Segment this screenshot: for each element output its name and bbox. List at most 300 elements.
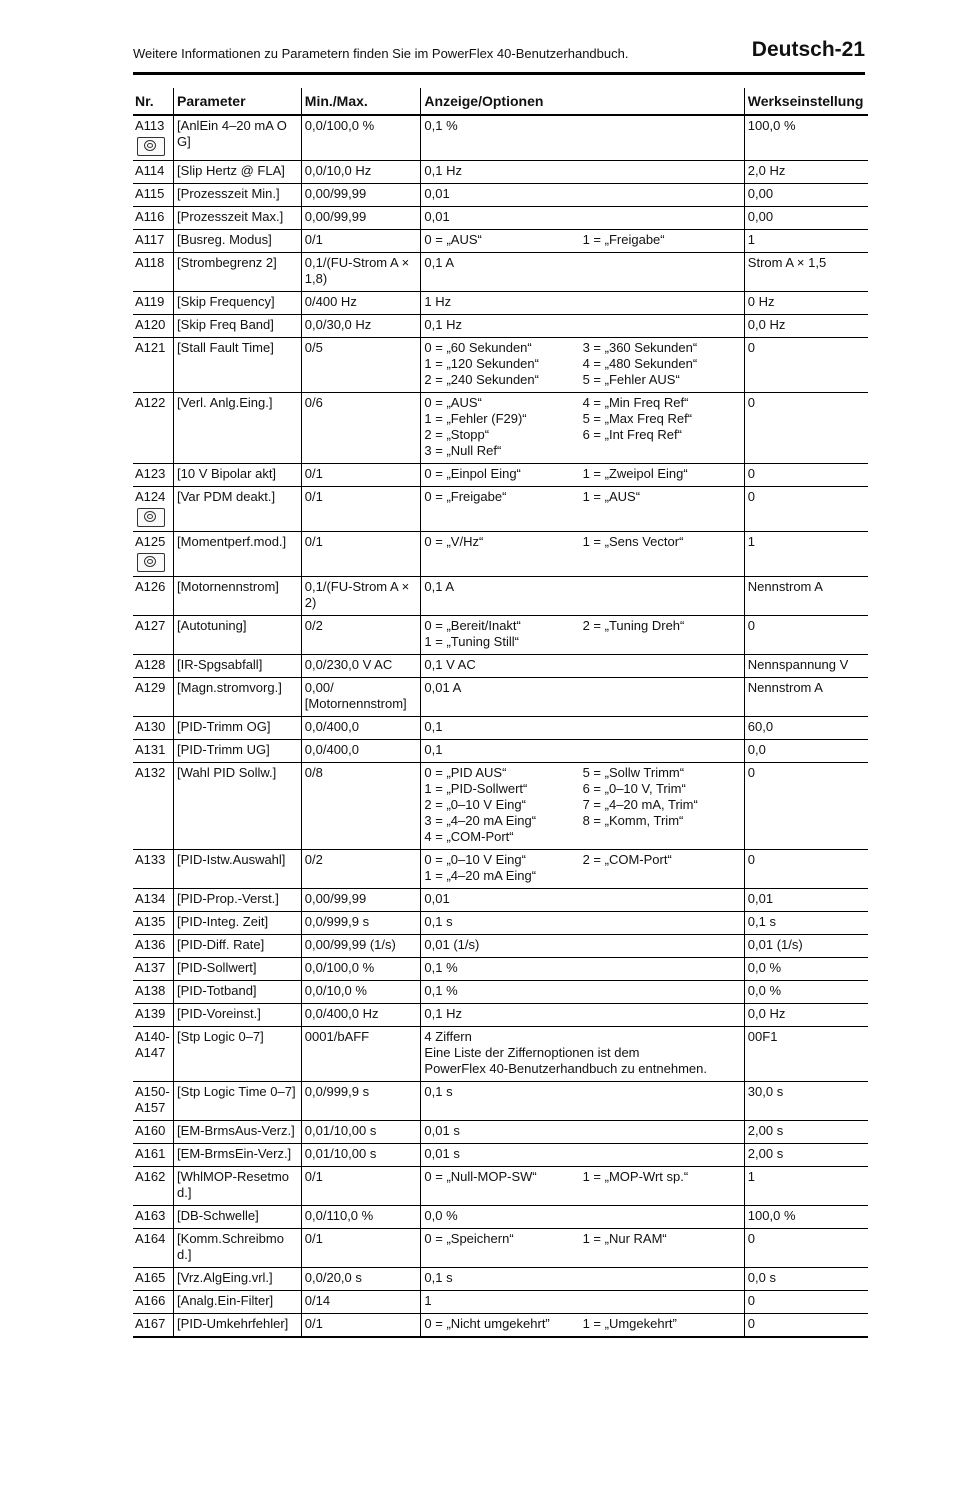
- cell-display-options: [421, 1167, 744, 1206]
- cell-nr: [133, 315, 174, 338]
- cell-default: [744, 981, 868, 1004]
- cell-nr: [133, 912, 174, 935]
- cell-nr: [133, 1206, 174, 1229]
- cell-display-options: [421, 889, 744, 912]
- table-row: [133, 935, 868, 958]
- cell-nr: [133, 1268, 174, 1291]
- parameter-number: A129: [135, 680, 166, 695]
- min-max-value: 0,0/110,0 %: [304, 1208, 374, 1223]
- column-header-display-options: Anzeige/Optionen: [421, 88, 744, 115]
- cell-display-options: [421, 655, 744, 678]
- cell-parameter: [174, 1027, 302, 1082]
- cell-default: [744, 1121, 868, 1144]
- parameter-name: [Komm.Schreibmod.]: [177, 1231, 284, 1262]
- cell-min-max: [301, 850, 421, 889]
- default-value: 0,0 %: [747, 960, 782, 975]
- column-header-default: Werkseinstellung: [744, 88, 868, 115]
- cell-default: [744, 393, 868, 464]
- cell-parameter: [174, 1291, 302, 1314]
- options-list: [424, 1316, 740, 1332]
- cell-default: [744, 1206, 868, 1229]
- display-value: 0,01 s: [424, 1123, 460, 1138]
- default-value: Strom A × 1,5: [747, 255, 827, 270]
- option-item: 0 = „0–10 V Eing“: [424, 852, 526, 867]
- parameter-number: A133: [135, 852, 166, 867]
- parameter-name: [PID-Sollwert]: [177, 960, 257, 975]
- parameter-name: [PID-Prop.-Verst.]: [177, 891, 279, 906]
- parameter-name: [Strombegrenz 2]: [177, 255, 277, 270]
- option-item: 4 = „COM-Port“: [424, 829, 514, 844]
- parameter-name: [EM-BrmsAus-Verz.]: [177, 1123, 295, 1138]
- option-item: 1 = „AUS“: [582, 489, 641, 504]
- default-value: 0,0 s: [747, 1270, 776, 1285]
- parameter-number: A122: [135, 395, 166, 410]
- options-list: [424, 232, 740, 248]
- parameter-number: A116: [135, 209, 165, 224]
- min-max-value: 0/1: [304, 534, 323, 549]
- option-item: 1 = „Tuning Still“: [424, 634, 519, 649]
- display-value: 0,1 s: [424, 1084, 453, 1099]
- options-column: [424, 618, 582, 650]
- default-value: 0: [747, 395, 756, 410]
- cell-parameter: [174, 1268, 302, 1291]
- default-value: 0: [747, 466, 756, 481]
- option-item: 1 = „Nur RAM“: [582, 1231, 667, 1246]
- cell-min-max: [301, 1206, 421, 1229]
- option-item: 0 = „Bereit/Inakt“: [424, 618, 521, 633]
- table-row: [133, 338, 868, 393]
- table-row: [133, 487, 868, 532]
- cell-default: [744, 161, 868, 184]
- parameter-number: A117: [135, 232, 165, 247]
- display-value: 1: [424, 1293, 432, 1308]
- cell-display-options: [421, 487, 744, 532]
- cell-default: [744, 958, 868, 981]
- parameter-name: [Momentperf.mod.]: [177, 534, 287, 549]
- cell-parameter: [174, 740, 302, 763]
- cell-parameter: [174, 1314, 302, 1338]
- table-row: [133, 850, 868, 889]
- cell-min-max: [301, 935, 421, 958]
- cell-min-max: [301, 253, 421, 292]
- parameter-name: [Prozesszeit Min.]: [177, 186, 280, 201]
- cell-default: [744, 935, 868, 958]
- cell-default: [744, 889, 868, 912]
- display-value: Eine Liste der Ziffernoptionen ist dem: [424, 1045, 640, 1060]
- cell-default: [744, 487, 868, 532]
- cell-display-options: [421, 1268, 744, 1291]
- options-list: [424, 1169, 740, 1185]
- table-row: [133, 253, 868, 292]
- display-value: 0,1 %: [424, 118, 458, 133]
- cell-display-options: [421, 850, 744, 889]
- cell-default: [744, 1314, 868, 1338]
- cell-default: [744, 230, 868, 253]
- table-header-row: [133, 88, 868, 115]
- table-row: [133, 678, 868, 717]
- table-row: [133, 1004, 868, 1027]
- options-list: [424, 852, 740, 884]
- min-max-value: 1,8): [304, 271, 328, 286]
- cell-display-options: [421, 981, 744, 1004]
- cell-default: [744, 1027, 868, 1082]
- parameter-name: [EM-BrmsEin-Verz.]: [177, 1146, 292, 1161]
- option-item: 0 = „60 Sekunden“: [424, 340, 532, 355]
- table-row: [133, 577, 868, 616]
- table-row: [133, 1206, 868, 1229]
- parameter-name: [DB-Schwelle]: [177, 1208, 259, 1223]
- display-value: PowerFlex 40-Benutzerhandbuch zu entnehmen.: [424, 1061, 707, 1076]
- table-row: [133, 1314, 868, 1338]
- cell-display-options: [421, 1004, 744, 1027]
- option-item: 1 = „Sens Vector“: [582, 534, 684, 549]
- cell-parameter: [174, 253, 302, 292]
- cell-min-max: [301, 678, 421, 717]
- parameter-number: A147: [135, 1045, 166, 1060]
- cell-min-max: [301, 912, 421, 935]
- parameter-name: [PID-Umkehrfehler]: [177, 1316, 289, 1331]
- option-item: 1 = „PID-Sollwert“: [424, 781, 528, 796]
- display-value: 0,01: [424, 209, 450, 224]
- table-row: [133, 230, 868, 253]
- cell-nr: [133, 577, 174, 616]
- option-item: 2 = „Tuning Dreh“: [582, 618, 685, 633]
- cell-display-options: [421, 1082, 744, 1121]
- min-max-value: 0/8: [304, 765, 323, 780]
- cell-nr: [133, 981, 174, 1004]
- option-item: 0 = „Einpol Eing“: [424, 466, 521, 481]
- options-column: [424, 765, 582, 845]
- cell-default: [744, 616, 868, 655]
- min-max-value: 0001/bAFF: [304, 1029, 370, 1044]
- cell-min-max: [301, 230, 421, 253]
- min-max-value: 0/5: [304, 340, 323, 355]
- min-max-value: 0/1: [304, 489, 323, 504]
- cell-nr: [133, 1314, 174, 1338]
- display-value: 0,1 Hz: [424, 1006, 462, 1021]
- options-list: [424, 466, 740, 482]
- min-max-value: 0/6: [304, 395, 323, 410]
- options-column: [583, 232, 741, 248]
- options-column: [583, 395, 741, 459]
- cell-nr: [133, 115, 174, 161]
- parameter-number: A137: [135, 960, 166, 975]
- options-column: [583, 534, 741, 550]
- parameter-name: [PID-Diff. Rate]: [177, 937, 265, 952]
- cell-min-max: [301, 655, 421, 678]
- options-column: [583, 618, 741, 650]
- cell-nr: [133, 253, 174, 292]
- default-value: 0,0 Hz: [747, 1006, 786, 1021]
- option-item: 0 = „Speichern“: [424, 1231, 514, 1246]
- table-row: [133, 1027, 868, 1082]
- cell-parameter: [174, 655, 302, 678]
- cell-default: [744, 115, 868, 161]
- cell-display-options: [421, 532, 744, 577]
- default-value: 100,0 %: [747, 1208, 796, 1223]
- table-row: [133, 1167, 868, 1206]
- cell-display-options: [421, 740, 744, 763]
- options-list: [424, 765, 740, 845]
- cell-default: [744, 912, 868, 935]
- display-value: 0,0 %: [424, 1208, 458, 1223]
- min-max-value: 0,0/230,0 V AC: [304, 657, 393, 672]
- cell-min-max: [301, 464, 421, 487]
- cell-parameter: [174, 161, 302, 184]
- cell-parameter: [174, 487, 302, 532]
- cell-min-max: [301, 1144, 421, 1167]
- option-item: 0 = „PID AUS“: [424, 765, 507, 780]
- cell-default: [744, 338, 868, 393]
- cell-display-options: [421, 115, 744, 161]
- cell-display-options: [421, 464, 744, 487]
- default-value: 60,0: [747, 719, 774, 734]
- cell-default: [744, 1082, 868, 1121]
- cell-nr: [133, 487, 174, 532]
- parameter-number: A125: [135, 534, 166, 549]
- cell-display-options: [421, 338, 744, 393]
- display-value: 0,1 s: [424, 1270, 453, 1285]
- option-item: 1 = „120 Sekunden“: [424, 356, 539, 371]
- parameter-name: [Busreg. Modus]: [177, 232, 272, 247]
- option-item: 0 = „Nicht umgekehrt”: [424, 1316, 550, 1331]
- cell-default: [744, 315, 868, 338]
- min-max-value: 0/1: [304, 232, 323, 247]
- cell-nr: [133, 678, 174, 717]
- min-max-value: 0,0/20,0 s: [304, 1270, 362, 1285]
- cell-min-max: [301, 161, 421, 184]
- parameter-number: A136: [135, 937, 166, 952]
- options-column: [424, 534, 582, 550]
- option-item: 0 = „Null-MOP-SW“: [424, 1169, 537, 1184]
- table-row: [133, 464, 868, 487]
- table-row: [133, 184, 868, 207]
- cell-min-max: [301, 207, 421, 230]
- cell-nr: [133, 889, 174, 912]
- default-value: 00F1: [747, 1029, 778, 1044]
- cell-parameter: [174, 678, 302, 717]
- default-value: 0,0: [747, 742, 766, 757]
- option-item: 2 = „Stopp“: [424, 427, 490, 442]
- options-list: [424, 340, 740, 388]
- option-item: 1 = „4–20 mA Eing“: [424, 868, 537, 883]
- default-value: 0: [747, 489, 756, 504]
- min-max-value: 0,0/400,0: [304, 719, 359, 734]
- cell-min-max: [301, 616, 421, 655]
- cell-display-options: [421, 292, 744, 315]
- default-value: 0,00: [747, 209, 774, 224]
- option-item: 1 = „MOP-Wrt sp.“: [582, 1169, 689, 1184]
- cell-display-options: [421, 230, 744, 253]
- cell-parameter: [174, 1004, 302, 1027]
- display-value: 0,01 (1/s): [424, 937, 480, 952]
- display-value: 0,1 s: [424, 914, 453, 929]
- cell-nr: [133, 740, 174, 763]
- cell-display-options: [421, 207, 744, 230]
- table-row: [133, 763, 868, 850]
- cell-nr: [133, 958, 174, 981]
- min-max-value: 0/1: [304, 1316, 323, 1331]
- min-max-value: 0/1: [304, 1231, 323, 1246]
- min-max-value: 0,00/: [304, 680, 334, 695]
- default-value: 0,01 (1/s): [747, 937, 803, 952]
- cell-default: [744, 655, 868, 678]
- cell-default: [744, 464, 868, 487]
- parameter-number: A124: [135, 489, 166, 504]
- display-value: 0,01: [424, 186, 450, 201]
- option-item: 6 = „0–10 V, Trim“: [582, 781, 686, 796]
- cell-nr: [133, 1291, 174, 1314]
- min-max-value: 0,0/30,0 Hz: [304, 317, 372, 332]
- cell-parameter: [174, 207, 302, 230]
- parameter-name: [Wahl PID Sollw.]: [177, 765, 277, 780]
- parameter-name: [Verl. Anlg.Eing.]: [177, 395, 273, 410]
- parameter-number: A160: [135, 1123, 166, 1138]
- cell-default: [744, 717, 868, 740]
- parameter-name: [Motornennstrom]: [177, 579, 279, 594]
- parameter-name: [Slip Hertz @ FLA]: [177, 163, 285, 178]
- cell-parameter: [174, 850, 302, 889]
- table-row: [133, 616, 868, 655]
- cell-default: [744, 207, 868, 230]
- cell-default: [744, 577, 868, 616]
- cell-min-max: [301, 1121, 421, 1144]
- page-title: Deutsch-21: [751, 38, 865, 61]
- cell-min-max: [301, 958, 421, 981]
- table-body: [133, 115, 868, 1337]
- options-list: [424, 618, 740, 650]
- display-value: 0,1 %: [424, 983, 458, 998]
- cell-min-max: [301, 763, 421, 850]
- option-item: 4 = „Min Freq Ref“: [582, 395, 689, 410]
- min-max-value: [Motornennstrom]: [304, 696, 407, 711]
- cell-default: [744, 1291, 868, 1314]
- cell-parameter: [174, 338, 302, 393]
- cell-display-options: [421, 1027, 744, 1082]
- cell-min-max: [301, 115, 421, 161]
- default-value: 0,0 %: [747, 983, 782, 998]
- column-header-parameter: Parameter: [174, 88, 302, 115]
- table-row: [133, 912, 868, 935]
- options-column: [583, 1316, 741, 1332]
- parameter-number: A127: [135, 618, 166, 633]
- option-item: 6 = „Int Freq Ref“: [582, 427, 682, 442]
- cell-min-max: [301, 184, 421, 207]
- option-item: 3 = „4–20 mA Eing“: [424, 813, 537, 828]
- options-column: [424, 466, 582, 482]
- cell-nr: [133, 717, 174, 740]
- parameter-name: [10 V Bipolar akt]: [177, 466, 277, 481]
- parameter-number: A115: [135, 186, 165, 201]
- cell-nr: [133, 393, 174, 464]
- cell-min-max: [301, 1314, 421, 1338]
- parameter-number: A162: [135, 1169, 166, 1184]
- options-column: [424, 1169, 582, 1185]
- min-max-value: 0,0/400,0: [304, 742, 359, 757]
- min-max-value: 0,0/10,0 %: [304, 983, 367, 998]
- cell-display-options: [421, 912, 744, 935]
- cell-parameter: [174, 1082, 302, 1121]
- parameter-number: A128: [135, 657, 166, 672]
- parameter-number: A131: [135, 742, 166, 757]
- options-column: [424, 489, 582, 505]
- cell-default: [744, 678, 868, 717]
- cell-display-options: [421, 161, 744, 184]
- parameter-table: [133, 88, 868, 1338]
- cell-nr: [133, 184, 174, 207]
- options-column: [583, 1169, 741, 1185]
- cell-min-max: [301, 315, 421, 338]
- display-value: 0,1 Hz: [424, 163, 462, 178]
- cell-nr: [133, 1144, 174, 1167]
- min-max-value: 0,01/10,00 s: [304, 1146, 377, 1161]
- cell-min-max: [301, 717, 421, 740]
- cell-min-max: [301, 338, 421, 393]
- option-item: 1 = „Freigabe“: [582, 232, 665, 247]
- cell-min-max: [301, 740, 421, 763]
- cell-parameter: [174, 577, 302, 616]
- cell-parameter: [174, 1206, 302, 1229]
- parameter-name: [Stp Logic 0–7]: [177, 1029, 264, 1044]
- cell-min-max: [301, 1027, 421, 1082]
- parameter-number: A113: [135, 118, 165, 133]
- cell-parameter: [174, 1229, 302, 1268]
- cell-parameter: [174, 115, 302, 161]
- cell-parameter: [174, 717, 302, 740]
- cell-nr: [133, 935, 174, 958]
- min-max-value: 0,00/99,99: [304, 209, 367, 224]
- cell-min-max: [301, 1004, 421, 1027]
- default-value: 0: [747, 765, 756, 780]
- cell-nr: [133, 464, 174, 487]
- cell-default: [744, 1004, 868, 1027]
- cell-default: [744, 1268, 868, 1291]
- cell-min-max: [301, 487, 421, 532]
- display-value: 0,1 Hz: [424, 317, 462, 332]
- cell-min-max: [301, 1082, 421, 1121]
- default-value: 2,00 s: [747, 1123, 784, 1138]
- parameter-name: [PID-Voreinst.]: [177, 1006, 261, 1021]
- parameter-number: A138: [135, 983, 166, 998]
- parameter-number: A157: [135, 1100, 166, 1115]
- parameter-number: A130: [135, 719, 166, 734]
- options-column: [424, 1316, 582, 1332]
- option-item: 1 = „Fehler (F29)“: [424, 411, 527, 426]
- column-header-min-max: Min./Max.: [301, 88, 421, 115]
- min-max-value: 0/400 Hz: [304, 294, 357, 309]
- options-list: [424, 534, 740, 550]
- cell-nr: [133, 1121, 174, 1144]
- cell-nr: [133, 1167, 174, 1206]
- parameter-name: [Var PDM deakt.]: [177, 489, 276, 504]
- cell-nr: [133, 763, 174, 850]
- cell-nr: [133, 161, 174, 184]
- cell-default: [744, 1229, 868, 1268]
- parameter-number: A167: [135, 1316, 166, 1331]
- min-max-value: 0,0/100,0 %: [304, 118, 375, 133]
- parameter-number: A114: [135, 163, 165, 178]
- default-value: 2,0 Hz: [747, 163, 786, 178]
- cell-display-options: [421, 393, 744, 464]
- parameter-number: A121: [135, 340, 166, 355]
- display-value: 0,1 A: [424, 255, 455, 270]
- options-column: [583, 489, 741, 505]
- options-column: [583, 765, 741, 845]
- options-column: [424, 340, 582, 388]
- option-item: 5 = „Max Freq Ref“: [582, 411, 693, 426]
- cell-min-max: [301, 889, 421, 912]
- cell-nr: [133, 655, 174, 678]
